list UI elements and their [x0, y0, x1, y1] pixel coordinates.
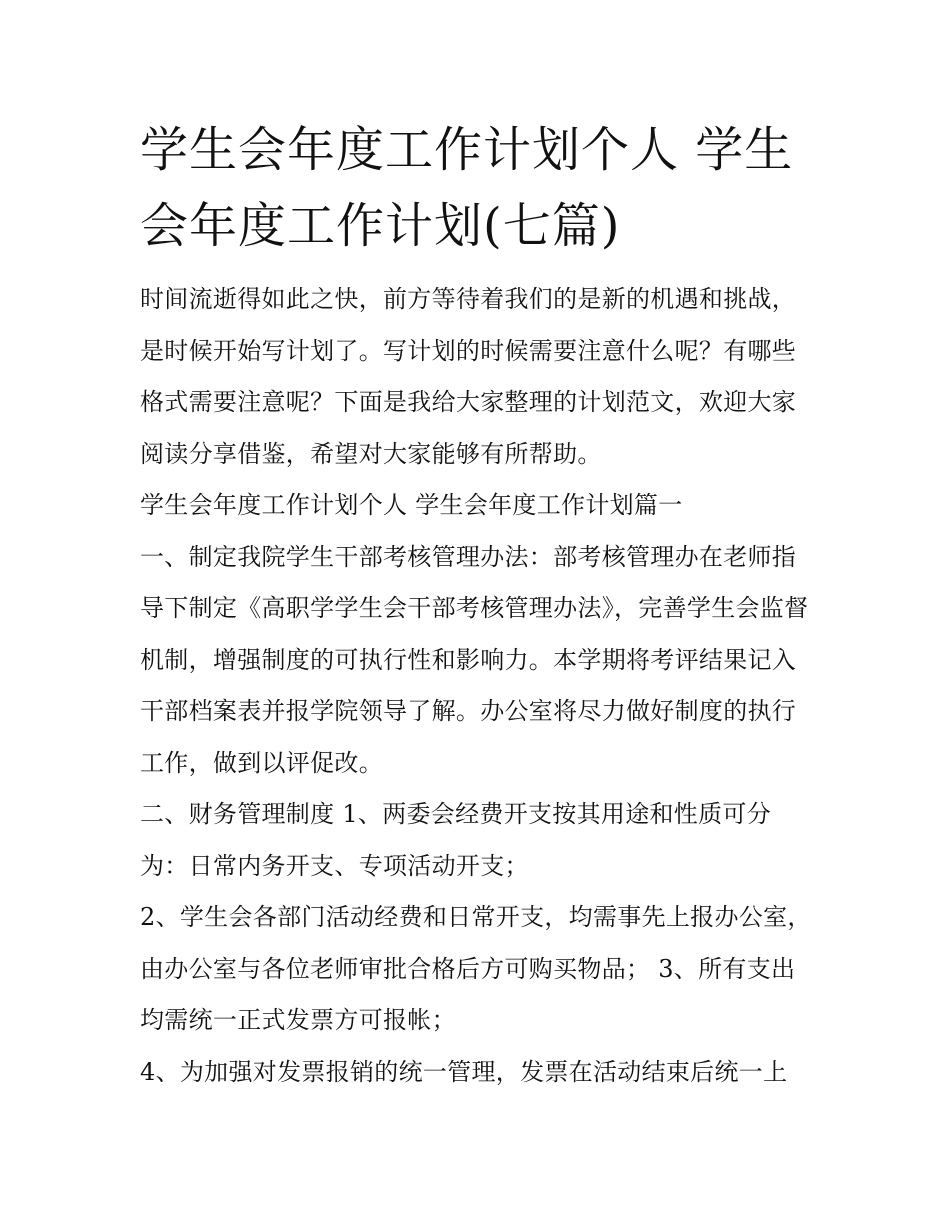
document-title: 学生会年度工作计划个人 学生会年度工作计划(七篇): [140, 122, 794, 254]
intro-paragraph: 时间流逝得如此之快，前方等待着我们的是新的机遇和挑战，是时候开始写计划了。写计划的时候需要注意什么呢？有哪些格式需要注意呢？下面是我给大家整理的计划范文，欢迎大家阅读分享借鉴，希望对大家能够有所帮助。: [140, 285, 797, 468]
document-page: [140, 112, 815, 1098]
item-two-sub-paragraph: 2、学生会各部门活动经费和日常开支，均需事先上报办公室，由办公室与各位老师审批合格后方可购买物品； 3、所有支出均需统一正式发票方可报帐；: [140, 903, 812, 1034]
section-heading: 学生会年度工作计划个人 学生会年度工作计划篇一: [140, 491, 683, 519]
item-two-paragraph: 二、财务管理制度 1、两委会经费开支按其用途和性质可分为：日常内务开支、专项活动开支；: [140, 800, 771, 880]
item-four-paragraph: 4、为加强对发票报销的统一管理，发票在活动结束后统一上: [140, 1057, 788, 1086]
title-spacer: [140, 264, 815, 274]
item-one-paragraph: 一、制定我院学生干部考核管理办法：部考核管理办在老师指导下制定《高职学学生会干部考核管理办法》，完善学生会监督机制，增强制度的可执行性和影响力。本学期将考评结果记入干部档案表并报学院领导了解。办公室将尽力做好制度的执行工作，做到以评促改。: [140, 542, 809, 777]
